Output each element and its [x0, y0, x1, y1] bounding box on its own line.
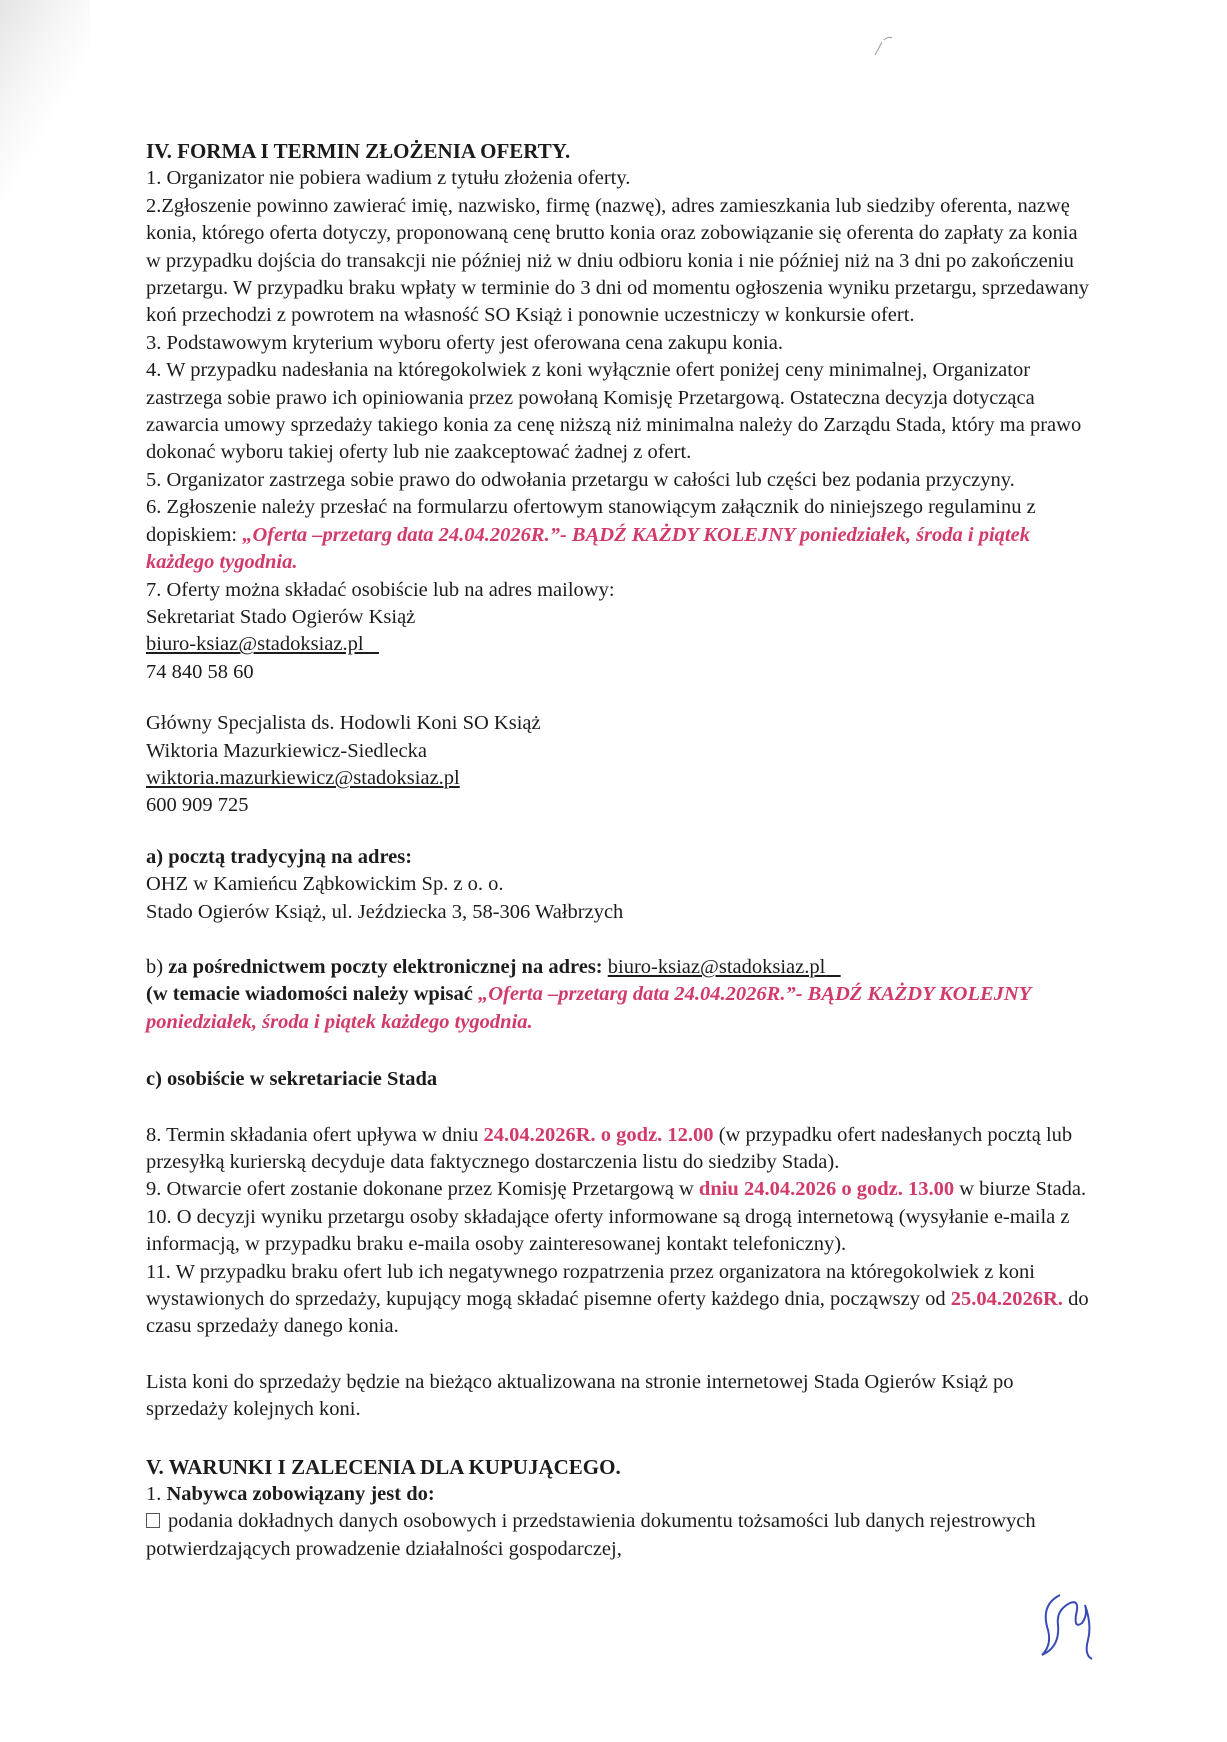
- paragraph-6-highlight: „Oferta –przetarg data 24.04.2026R.”- BĄDŹ KAŻDY KOLEJNY poniedziałek, środa i piątek każdego tygodnia.: [146, 523, 1030, 574]
- paragraph-9-rest: w biurze Stada.: [954, 1178, 1087, 1201]
- bullet-1: [146, 1508, 1091, 1563]
- paragraph-11: [146, 1259, 1091, 1341]
- checkbox-icon: [146, 1513, 160, 1528]
- section-5-paragraph-1: [146, 1481, 1091, 1508]
- contact-2-email-line: [146, 765, 1091, 792]
- paragraph-8-deadline: 24.04.2026R. o godz. 12.00: [483, 1123, 714, 1146]
- address-line-1: OHZ w Kamieńcu Ząbkowickim Sp. z o. o.: [146, 873, 504, 896]
- scan-shadow: [0, 0, 90, 200]
- contact-2-email[interactable]: wiktoria.mazurkiewicz@stadoksiaz.pl: [146, 766, 460, 789]
- contact-1-email-line: [146, 631, 1091, 658]
- paragraph-11-rest: do czasu sprzedaży danego konia.: [146, 1288, 1089, 1338]
- paragraph-11-text: 11. W przypadku braku ofert lub ich negatywnego rozpatrzenia przez organizatora na któregokolwiek z koni wystawionych do sprzedaży, kupujący mogą składać pisemne oferty każdego dnia, począwszy od: [146, 1260, 1035, 1311]
- paragraph-7: 7. Oferty można składać osobiście lub na adres mailowy:: [146, 578, 615, 601]
- contact-1-phone: 74 840 58 60: [146, 660, 254, 683]
- paragraph-9-text: 9. Otwarcie ofert zostanie dokonane przez Komisję Przetargową w: [146, 1178, 699, 1201]
- option-b-highlight: „Oferta –przetarg data 24.04.2026R.”- BĄDŹ KAŻDY KOLEJNY poniedziałek, środa i piątek każdego tygodnia.: [146, 983, 1031, 1033]
- list-update-note: Lista koni do sprzedaży będzie na bieżąco aktualizowana na stronie internetowej Stada Ogierów Książ po sprzedaży kolejnych koni.: [146, 1370, 1014, 1421]
- paragraph-8-text: 8. Termin składania ofert upływa w dniu: [146, 1123, 484, 1146]
- option-b-email[interactable]: biuro-ksiaz@stadoksiaz.pl: [607, 955, 826, 978]
- option-a-heading: a) pocztą tradycyjną na adres:: [146, 845, 413, 868]
- option-b-note: [146, 981, 1091, 1036]
- signature-icon: [1030, 1585, 1100, 1665]
- paragraph-9: [146, 1176, 1091, 1203]
- paragraph-2: 2.Zgłoszenie powinno zawierać imię, nazwisko, firmę (nazwę), adres zamieszkania lub siedziby oferenta, nazwę konia, którego oferta dotyczy, proponowaną cenę brutto konia oraz zobowiązanie się oferenta do zapłaty za konia w przypadku dojścia do transakcji nie później niż w dniu odbioru konia i nie później niż na 3 dni po zakończeniu przetargu. W przypadku braku wpłaty w terminie do 3 dni od momentu ogłoszenia wyniku przetargu, sprzedawany koń przechodzi z powrotem na własność SO Książ i ponownie uczestniczy w konkursie ofert.: [146, 194, 1089, 327]
- section-5-heading: V. WARUNKI I ZALECENIA DLA KUPUJĄCEGO.: [146, 1454, 621, 1479]
- contact-2-name: Wiktoria Mazurkiewicz-Siedlecka: [146, 739, 427, 762]
- paragraph-11-date: 25.04.2026R.: [950, 1288, 1063, 1311]
- option-b: [146, 954, 1091, 981]
- option-b-prefix: b): [146, 955, 169, 978]
- option-c-heading: c) osobiście w sekretariacie Stada: [146, 1068, 438, 1091]
- paragraph-3: 3. Podstawowym kryterium wyboru oferty jest oferowana cena zakupu konia.: [146, 331, 784, 354]
- paragraph-8-rest: (w przypadku ofert nadesłanych pocztą lub przesyłką kurierską decyduje data faktycznego dostarczenia listu do siedziby Stada).: [146, 1123, 1073, 1173]
- paragraph-1: 1. Organizator nie pobiera wadium z tytułu złożenia oferty.: [146, 167, 631, 190]
- paragraph-9-date: dniu 24.04.2026 o godz. 13.00: [698, 1178, 955, 1201]
- option-b-note-text: (w temacie wiadomości należy wpisać: [146, 983, 478, 1006]
- section-5-p1-num: 1.: [146, 1483, 167, 1506]
- address-line-2: Stado Ogierów Książ, ul. Jeździecka 3, 58-306 Wałbrzych: [146, 900, 624, 923]
- contact-2-phone: 600 909 725: [146, 794, 249, 817]
- section-5-p1-heading: Nabywca zobowiązany jest do:: [166, 1483, 435, 1506]
- contact-1-email[interactable]: biuro-ksiaz@stadoksiaz.pl: [146, 633, 364, 656]
- section-4-heading: IV. FORMA I TERMIN ZŁOŻENIA OFERTY.: [146, 139, 571, 163]
- contact-1-name: Sekretariat Stado Ogierów Książ: [146, 605, 416, 628]
- bullet-1-text: podania dokładnych danych osobowych i przedstawienia dokumentu tożsamości lub danych rejestrowych potwierdzających prowadzenie działalności gospodarczej,: [146, 1510, 1036, 1560]
- document-page: [146, 138, 1091, 1563]
- paragraph-6: [146, 494, 1091, 576]
- paragraph-10: 10. O decyzji wyniku przetargu osoby składające oferty informowane są drogą internetową (wysyłanie e-maila z informacją, w przypadku braku e-maila osoby zainteresowanej kontakt telefoniczny).: [146, 1205, 1070, 1256]
- paragraph-8: [146, 1122, 1091, 1177]
- paragraph-5: 5. Organizator zastrzega sobie prawo do odwołania przetargu w całości lub części bez podania przyczyny.: [146, 468, 1015, 491]
- paragraph-4: 4. W przypadku nadesłania na któregokolwiek z koni wyłącznie ofert poniżej ceny minimalnej, Organizator zastrzega sobie prawo ich opiniowania przez powołaną Komisję Przetargową. Ostateczna decyzja dotycząca zawarcia umowy sprzedaży takiego konia za cenę niższą niż minimalna należy do Zarządu Stada, który ma prawo dokonać wyboru takiej oferty lub nie zaakceptować żadnej z ofert.: [146, 359, 1082, 464]
- contact-2-title: Główny Specjalista ds. Hodowli Koni SO Książ: [146, 712, 541, 735]
- paragraph-6-text: 6. Zgłoszenie należy przesłać na formularzu ofertowym stanowiącym załącznik do niniejszego regulaminu z dopiskiem:: [146, 496, 1036, 546]
- pen-mark: [870, 30, 900, 60]
- option-b-heading: za pośrednictwem poczty elektronicznej na adres:: [168, 955, 608, 978]
